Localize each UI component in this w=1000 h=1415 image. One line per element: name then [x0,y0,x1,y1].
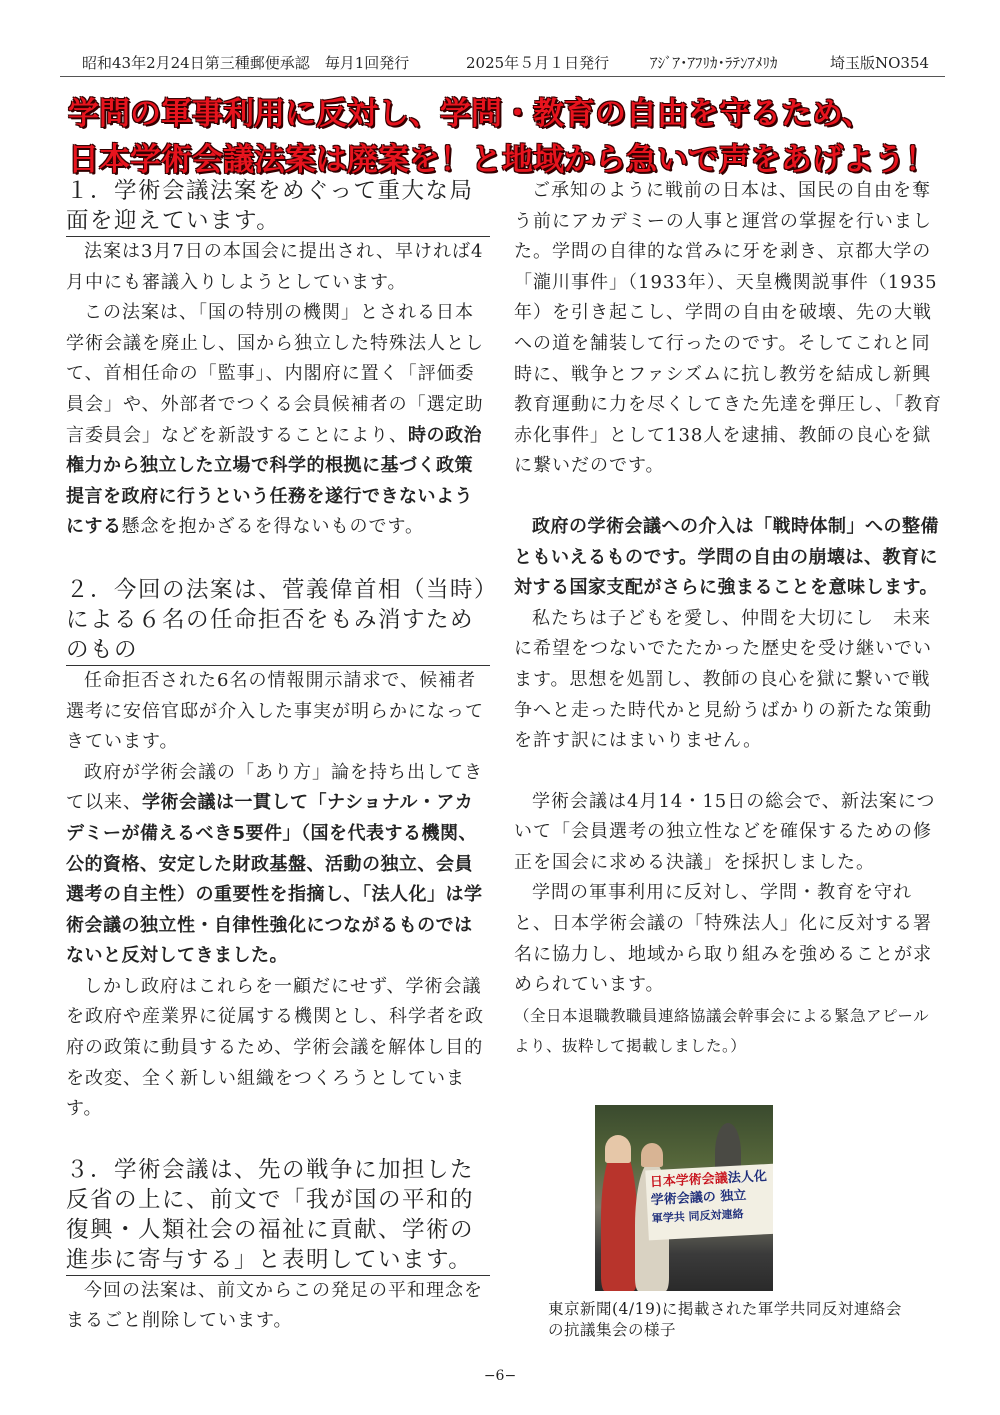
section-2-paragraph-1: 任命拒否された6名の情報開示請求で、候補者選考に安倍官邸が介入した事実が明らかになってきています。 [66,669,484,753]
protest-banner [645,1164,773,1241]
source-note: （全日本退職教職員連絡協議会幹事会による緊急アピールより、抜粋して掲載しました。） [514,1006,930,1055]
right-emphasis-paragraph: 政府の学術会議への介入は「戦時体制」への整備ともいえるものです。学問の自由の崩壊は、教育に対する国家支配がさらに強まることを意味します。 [514,515,939,599]
section-1-paragraph-2-text: この法案は、「国の特別の機関」とされる日本学術会議を廃止し、国から独立した特殊法人として、首相任命の「監事」、内閣府に置く「評価委員会」や、外部者でつくる会員候補者の「選定助言委員会」などを新設することにより、 [66,302,484,446]
caption-line-1: 東京新聞(4/19)に掲載された軍学共同反対連絡会 [548,1300,902,1318]
photo-face-1 [605,1135,631,1163]
banner-text-1: 法人化 [727,1169,768,1187]
right-paragraph-3: 学術会議は4月14・15日の総会で、新法案について「会員選考の独立性などを確保するための修正を国会に求める決議」を採択しました。 [514,790,936,873]
left-column [66,176,490,1337]
banner-text-3: 軍学共 同反対連絡 [651,1207,744,1226]
protest-photo [595,1105,773,1291]
right-paragraph-1: ご承知のように戦前の日本は、国民の自由を奪う前にアカデミーの人事と運営の掌握を行いました。学問の自律的な営みに牙を剥き、京都大学の「瀧川事件」（1933年）、天皇機関説事件（1935年）を引き起こし、学問の自由を破壊、先の大戦への道を舗装して行ったのです。そしてこれと同時に、戦争とファシズムに抗し教労を結成し新興教育運動に力を尽くしてきた先達を弾圧し、「教育赤化事件」として138人を逮捕、教師の良心を獄に繋いだのです。 [514,180,942,477]
section-3-paragraph-1: 今回の法案は、前文からこの発足の平和理念をまるごと削除しています。 [66,1279,483,1332]
section-2-paragraph-2 [66,758,490,972]
section-1-paragraph-2-end: 懸念を抱かざるを得ないものです。 [121,516,425,538]
org-name: ｱｼﾞｱ･ｱﾌﾘｶ･ﾗﾃﾝｱﾒﾘｶ [650,54,778,72]
masthead [60,52,945,77]
right-column [514,176,942,1061]
section-2-paragraph-3: しかし政府はこれらを一顧だにせず、学術会議を政府や産業界に従属する機関とし、科学者を政府の政策に動員するため、学術会議を解体し目的を改変、全く新しい組織をつくろうとしています。 [66,975,484,1120]
headline-line-2: 日本学術会議法案は廃案を！と地域から急いで声をあげよう！ [68,142,936,178]
photo-person-1 [601,1145,637,1291]
issue-date: 2025年５月１日発行 [466,54,610,72]
banner-text-2: 学術会議の 独立 [650,1188,747,1209]
right-paragraph-2: 私たちは子どもを愛し、仲間を大切にし 未来に希望をつないでたたかった歴史を受け継いでいます。思想を処罰し、教師の良心を獄に繋いで戦争へと走った時代かと見紛うばかりの新たな策動を許す訳にはまいりません。 [514,607,932,752]
banner-text-red: 日本学術会議 [649,1171,729,1191]
section-2-paragraph-2-text: 政府が学術会議の「あり方」論を持ち出してきて以来、 [66,761,483,814]
right-paragraph-4: 学問の軍事利用に反対し、学問・教育を守れと、日本学術会議の「特殊法人」化に反対する署名に協力し、地域から取り組みを強めることが求められています。 [514,882,932,996]
section-1-emphasis: 時の政治権力から独立した立場で科学的根拠に基づく政策提言を政府に行うという任務を遂行できないようにする [66,424,482,538]
section-1-paragraph-1: 法案は3月7日の本国会に提出され、早ければ4月中にも審議入りしようとしています。 [66,241,484,293]
postal-permit: 昭和43年2月24日第三種郵便承認 毎月1回発行 [82,54,410,72]
caption-line-2: の抗議集会の様子 [548,1321,677,1339]
section-1-heading: １．学術会議法案をめぐって重大な局面を迎えています。 [66,176,490,237]
headline-line-1: 学問の軍事利用に反対し、学問・教育の自由を守るため、 [68,96,873,132]
section-1-paragraph-2 [66,298,490,543]
edition-number: 埼玉版NO354 [830,54,930,72]
page-number: −6− [483,1368,517,1384]
photo-caption [548,1299,902,1341]
photo-face-2 [641,1143,663,1167]
section-2-heading: ２．今回の法案は、菅義偉首相（当時）による６名の任命拒否をもみ消すためのもの [66,575,490,666]
section-3-heading: ３．学術会議は、先の戦争に加担した反省の上に、前文で「我が国の平和的復興・人類社会の福祉に貢献、学術の進歩に寄与する」と表明しています。 [66,1155,490,1276]
section-2-emphasis: 学術会議は一貫して「ナショナル・アカデミーが備えるべき5要件」（国を代表する機関、公的資格、安定した財政基盤、活動の独立、会員選考の自主性）の重要性を指摘し、「法人化」は学術会議の独立性・自律性強化につながるものではないと反対してきました。 [66,792,483,967]
